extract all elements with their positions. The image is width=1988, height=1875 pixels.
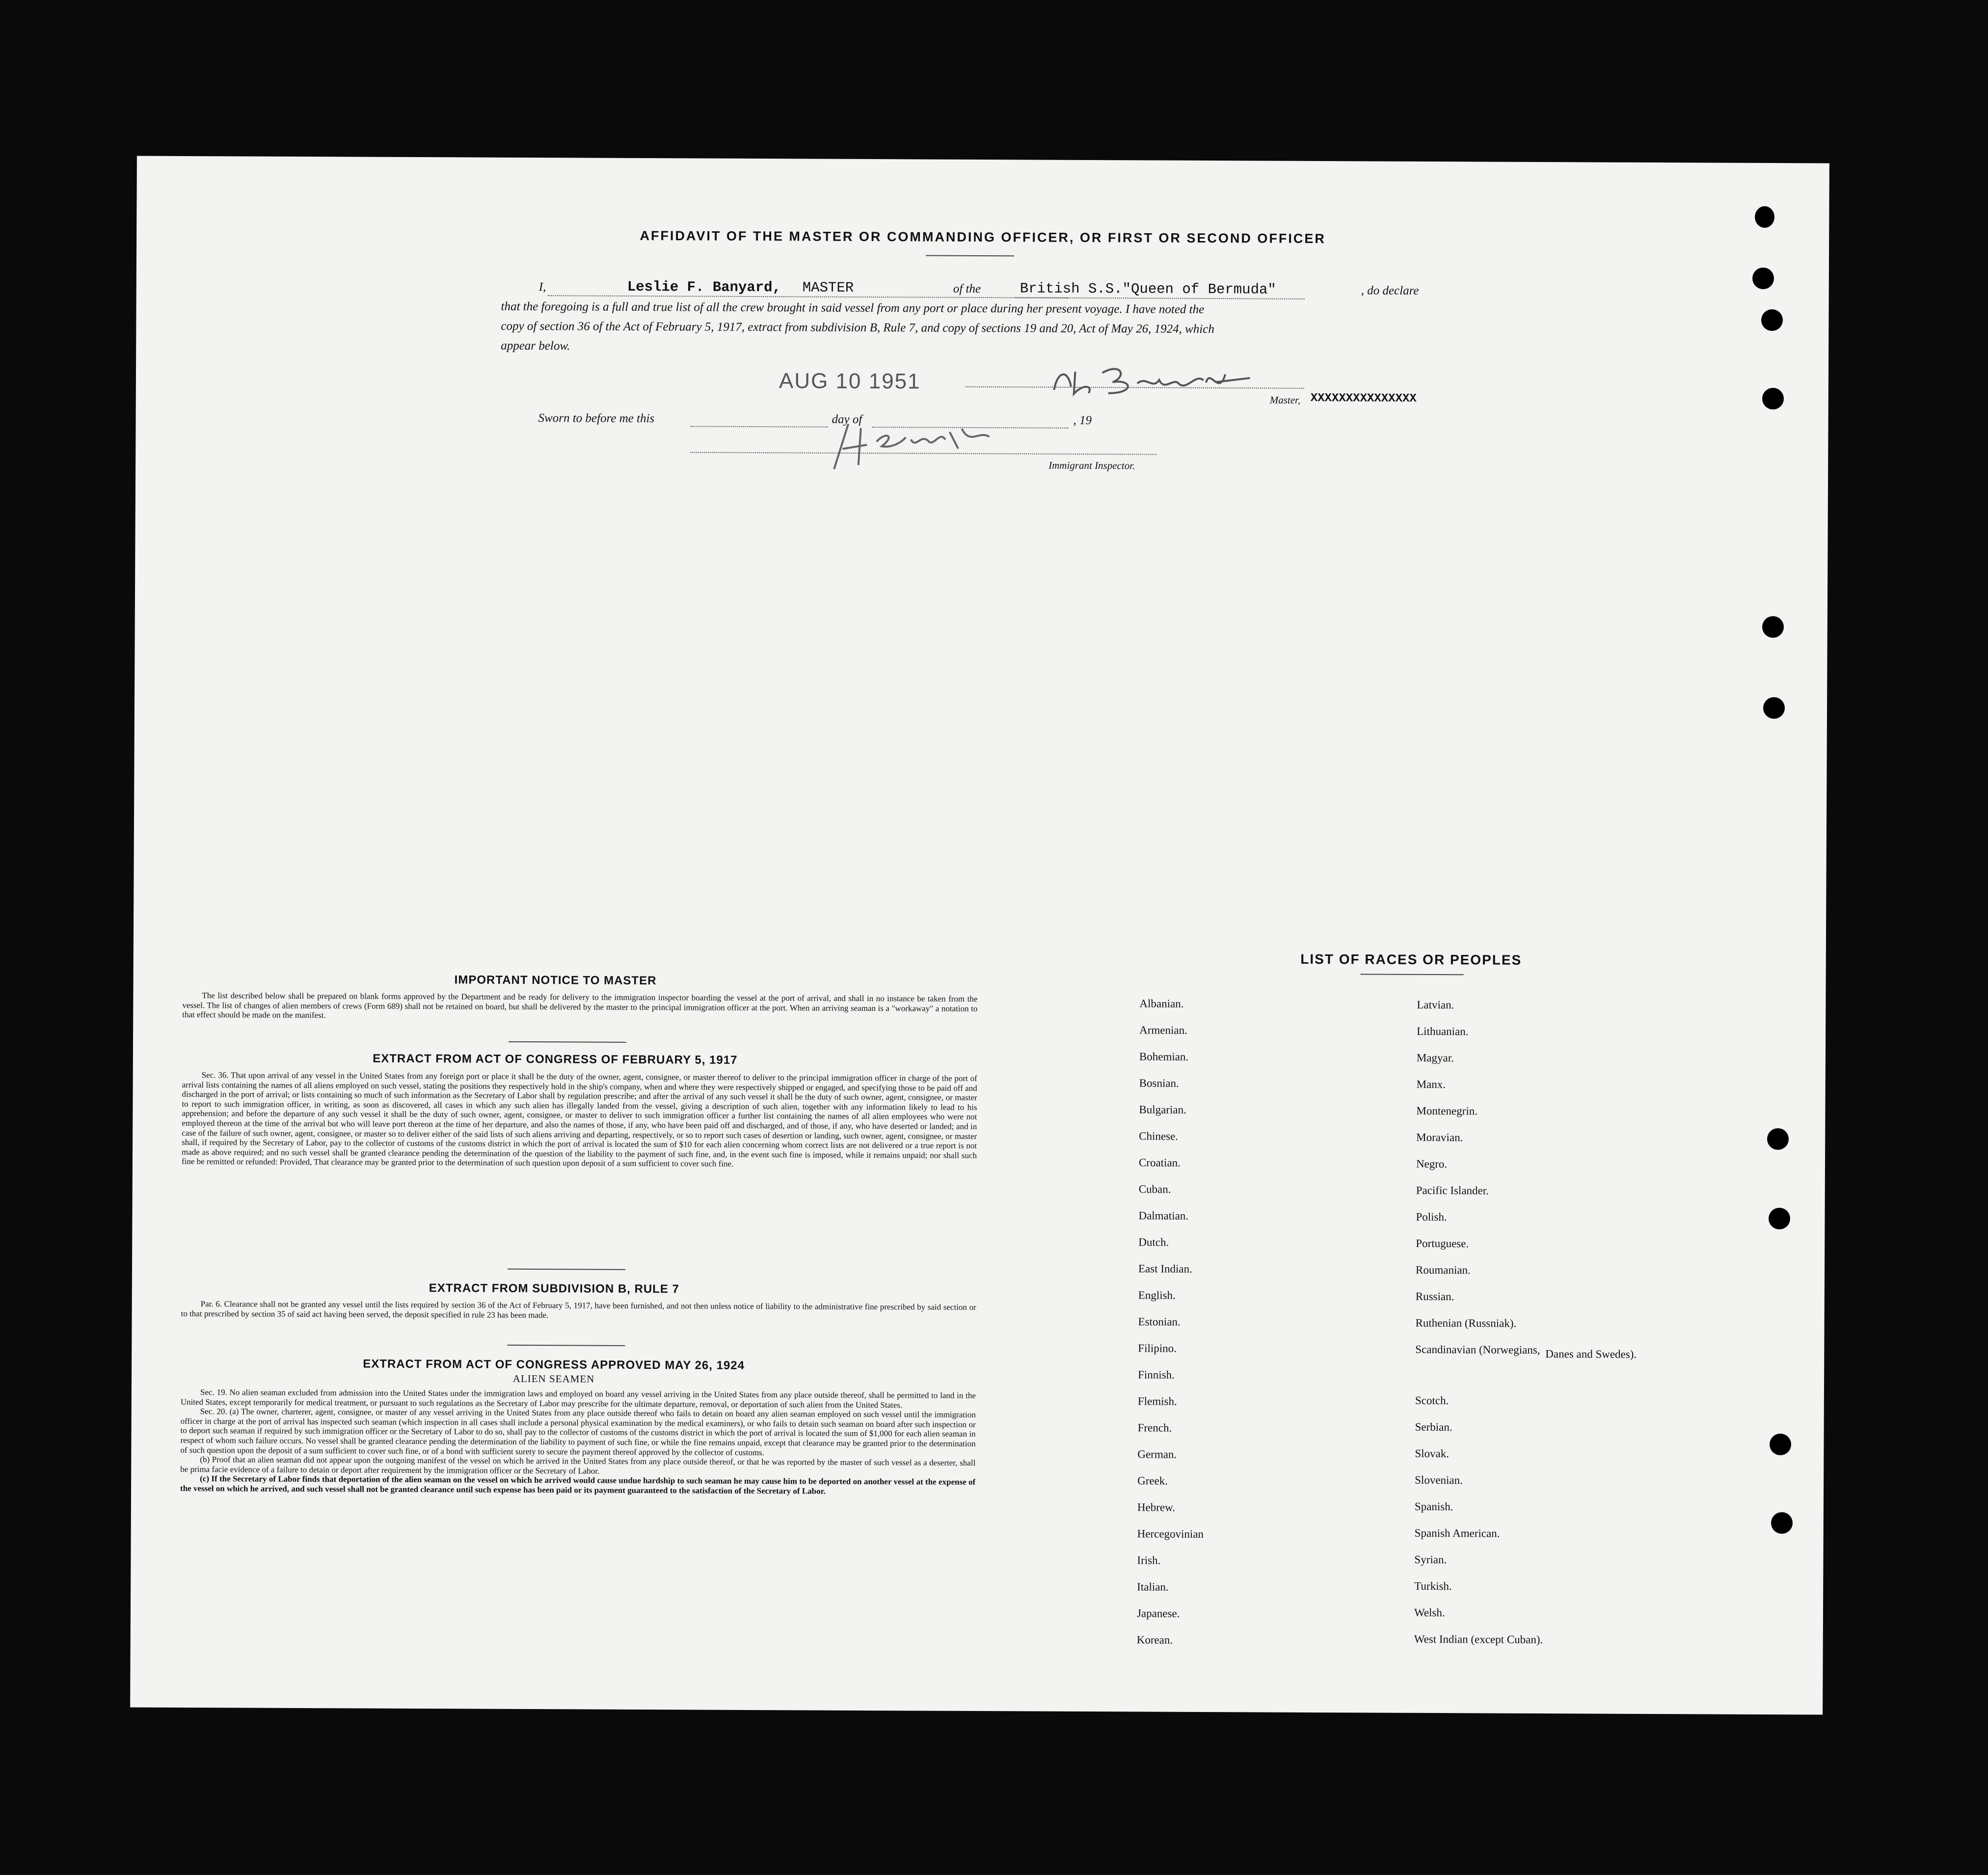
race-right-item: Slovak. [1415, 1447, 1450, 1460]
race-right-item: Montenegrin. [1416, 1104, 1478, 1117]
race-right-item: Scotch. [1415, 1394, 1449, 1407]
do-declare: , do declare [1361, 284, 1419, 298]
race-right-continuation: Danes and Swedes). [1545, 1348, 1637, 1360]
races-rule [1361, 974, 1464, 975]
race-left-item: Hebrew. [1137, 1501, 1176, 1514]
day-of-label: day of [832, 412, 862, 426]
race-left-item: Hercegovinian [1137, 1527, 1204, 1541]
inspector-signature [821, 408, 1011, 482]
race-right-item: Ruthenian (Russniak). [1415, 1316, 1517, 1330]
notice-rule [509, 1041, 626, 1043]
punch-hole [1771, 1512, 1793, 1534]
race-left-item: Bosnian. [1139, 1077, 1179, 1089]
subdivision-body [181, 1299, 976, 1322]
race-left-item: Korean. [1136, 1633, 1173, 1646]
inspector-scribble [821, 408, 1011, 475]
extract-1924-title: EXTRACT FROM ACT OF CONGRESS APPROVED MAY 26, 1924 [363, 1357, 745, 1372]
races-title: LIST OF RACES OR PEOPLES [1300, 951, 1522, 968]
punch-hole [1769, 1208, 1790, 1229]
race-left-item: Cuban. [1138, 1183, 1171, 1196]
affidavit-line-2: that the foregoing is a full and true list of all the crew brought in said vessel from any port or place during her present voyage. I have noted the [501, 299, 1205, 316]
sec-20a-text: Sec. 20. (a) The owner, charterer, agent, consignee, or master of any vessel arriving in the United States from any place outside thereof who fails to detain on board any alien seaman employed on such vessel until the immigration officer in charge at the port of arrival has inspected such seaman (which inspection in all cases shall include a personal physical examination by the medical examiners), or who fails to detain such seaman on board after such inspection or to deport such seaman if required by such immigration officer or the Secretary of Labor to do so, shall pay to the collector of customs of the customs district in which the port of arrival is located the sum of $1,000 for each alien seaman in respect of whom such failure occurs. No vessel shall be granted clearance pending the determination of the liability to payment of such fine, or while the fine remains unpaid, except that clearance may be granted prior to the determination of such question upon the deposit of a sum sufficient to cover such fine, or of a bond with sufficient surety to secure the payment thereof approved by the collector of customs. [180, 1407, 976, 1457]
race-left-item: Bohemian. [1139, 1050, 1189, 1063]
subdivision-text: Par. 6. Clearance shall not be granted any vessel until the lists required by section 36 of the Act of February 5, 1917, have been furnished, and not then unless notice of liability to the administrative fine prescribed by said section or to that prescribed by section 35 of said act having been served, the deposit specified in rule 23 has been made. [181, 1299, 976, 1320]
sworn-day-dotline [691, 426, 828, 427]
punch-hole [1752, 268, 1774, 289]
race-left-item: French. [1137, 1421, 1172, 1434]
master-strikeout: XXXXXXXXXXXXXXX [1310, 391, 1417, 406]
punch-hole [1767, 1128, 1789, 1150]
race-right-item: Spanish. [1414, 1500, 1453, 1513]
race-left-item: Estonian. [1138, 1315, 1181, 1328]
master-label: Master, [1269, 394, 1301, 406]
extract-1917-body [182, 1070, 977, 1170]
vessel-name: British S.S."Queen of Bermuda" [1020, 280, 1276, 298]
master-name: Leslie F. Banyard, [627, 278, 781, 296]
year-label: , 19 [1073, 413, 1092, 427]
extract-1917-text: Sec. 36. That upon arrival of any vessel in the United States from any foreign port or place it shall be the duty of the owner, agent, consignee, or master thereof to deliver to the principal immigration officer in charge of the port of arrival lists containing the names of all aliens employed on such vessel, stating the positions they respectively hold in the ship's company, when and where they were respectively shipped or engaged, and specifying those to be paid off and discharged in the port of arrival; or lists containing so much of such information as the Secretary of Labor shall by regulation prescribe; and after the arrival of any such vessel it shall be the duty of such owner, agent, consignee, or master to report to such immigration officer, in writing, as soon as discovered, all cases in which any such alien has illegally landed from the vessel, giving a description of such alien, together with any information likely to lead to his apprehension; and before the departure of any such vessel it shall be the duty of such owner, agent, consignee, or master to deliver to such immigration officer a further list containing the names of all alien employees who were not employed thereon at the time of the arrival but who will leave port thereon at the time of her departure, and also the names of those, if any, who have been paid off and discharged, and of those, if any, who have deserted or landed; and in case of the failure of such owner, agent, consignee, or master so to deliver either of the said lists of such aliens arriving and departing, respectively, or so to report such cases of desertion or landing, such owner, agent, consignee, or master shall, if required by the Secretary of Labor, pay to the collector of customs of the customs district in which the port of arrival is located the sum of $10 for each alien concerning whom correct lists are not delivered or a true report is not made as above required; and no such vessel shall be granted clearance pending the determination of the question of the liability to the payment of such fine, and, in the event such fine is imposed, while it remains unpaid; nor shall such fine be remitted or refunded: Provided, That clearance may be granted prior to the determination of such question upon deposit of a sum sufficient to cover such fine. [181, 1070, 977, 1169]
race-left-item: Japanese. [1136, 1607, 1180, 1620]
notice-title: IMPORTANT NOTICE TO MASTER [454, 973, 657, 988]
master-rank: MASTER [802, 279, 854, 296]
race-left-item: Dutch. [1138, 1236, 1169, 1249]
punch-hole [1770, 1434, 1791, 1455]
race-right-item: Moravian. [1416, 1131, 1463, 1144]
race-right-item: Syrian. [1414, 1553, 1447, 1566]
title-rule [926, 255, 1014, 257]
race-right-item: Magyar. [1416, 1051, 1454, 1064]
race-left-item: Filipino. [1138, 1342, 1177, 1355]
race-right-item: Polish. [1416, 1210, 1447, 1223]
notice-text: The list described below shall be prepared on blank forms approved by the Department and be ready for delivery to the immigration inspector boarding the vessel at the port of arrival, and shall in no instance be taken from the vessel. The list of changes of alien members of crews (Form 689) shall not be retained on board, but shall be delivered by the master to the principal immigration officer at the port. When an arriving seaman is a "workaway" a notation to that effect should be made on the manifest. [182, 991, 978, 1020]
affidavit-line-4: appear below. [501, 339, 570, 353]
race-left-item: English. [1138, 1289, 1176, 1302]
extract-1917-title: EXTRACT FROM ACT OF CONGRESS OF FEBRUARY 5, 1917 [373, 1052, 738, 1067]
race-right-item: Russian. [1415, 1290, 1454, 1303]
race-left-item: Greek. [1137, 1474, 1168, 1487]
race-right-item: Spanish American. [1414, 1526, 1500, 1540]
race-right-item: Serbian. [1415, 1420, 1452, 1434]
notice-body [182, 991, 977, 1023]
punch-hole [1762, 388, 1784, 409]
punch-hole [1755, 206, 1774, 228]
race-left-item: Finnish. [1138, 1368, 1175, 1381]
race-left-item: German. [1137, 1448, 1177, 1461]
race-right-item: Lithuanian. [1417, 1025, 1469, 1038]
alien-seamen-subtitle: ALIEN SEAMEN [512, 1372, 595, 1385]
race-right-item: Welsh. [1414, 1606, 1445, 1619]
inspector-label: Immigrant Inspector. [1048, 459, 1135, 472]
race-right-item: Turkish. [1414, 1579, 1452, 1593]
subdivision-title: EXTRACT FROM SUBDIVISION B, RULE 7 [429, 1281, 679, 1296]
signature-scribble [1048, 351, 1256, 410]
punch-hole [1761, 309, 1783, 331]
race-left-item: Croatian. [1138, 1156, 1181, 1169]
race-right-item: Scandinavian (Norwegians, [1415, 1343, 1540, 1356]
i-label: I, [538, 280, 546, 294]
sec-20b-text: (b) Proof that an alien seaman did not appear upon the outgoing manifest of the vessel on which he arrived in the United States from any place outside thereof, or that he was reported by the master of such vessel as a deserter, shall be prima facie evidence of a failure to detain or deport after requirement by the immigration officer or the Secretary of Labor. [180, 1455, 976, 1476]
race-left-item: East Indian. [1138, 1262, 1192, 1275]
affidavit-line-3: copy of section 36 of the Act of February 5, 1917, extract from subdivision B, Rule 7, and copy of sections 19 and 20, Act of May 26, 1924, which [501, 319, 1214, 336]
sworn-label: Sworn to before me this [538, 411, 655, 426]
of-the-label: of the [951, 282, 983, 296]
race-left-item: Flemish. [1137, 1395, 1177, 1408]
race-left-item: Irish. [1137, 1554, 1161, 1567]
race-right-item: Negro. [1416, 1157, 1448, 1170]
race-left-item: Chinese. [1139, 1130, 1179, 1142]
subdivision-rule [507, 1345, 625, 1346]
race-right-item: West Indian (except Cuban). [1414, 1632, 1543, 1646]
punch-hole [1763, 697, 1785, 719]
punch-hole [1762, 616, 1784, 638]
race-left-item: Italian. [1137, 1580, 1169, 1593]
race-right-item: Manx. [1416, 1078, 1446, 1091]
sec-20c-text: (c) If the Secretary of Labor finds that deportation of the alien seaman on the vessel on which he arrived would cause undue hardship to such seaman he may cause him to be deported on another vessel at the expense of the vessel on which he arrived, and such vessel shall not be granted clearance until such expense has been paid or its payment guaranteed to the satisfaction of the Secretary of Labor. [180, 1474, 976, 1496]
master-signature [1048, 351, 1256, 417]
extract-1924-body [180, 1387, 976, 1497]
affidavit-title: AFFIDAVIT OF THE MASTER OR COMMANDING OFFICER, OR FIRST OR SECOND OFFICER [640, 228, 1326, 246]
race-right-item: Slovenian. [1415, 1473, 1463, 1487]
race-left-item: Bulgarian. [1139, 1103, 1186, 1116]
race-right-item: Latvian. [1417, 998, 1454, 1011]
sec-19-text: Sec. 19. No alien seaman excluded from admission into the United States under the immigration laws and employed on board any vessel arriving in the United States from any place outside thereof, shall be permitted to land in the United States, except temporarily for medical treatment, or pursuant to such regulations as the Secretary of Labor may prescribe for the ultimate departure, removal, or deportation of such alien from the United States. [180, 1387, 976, 1410]
date-stamp: AUG 10 1951 [779, 369, 921, 394]
race-left-item: Armenian. [1139, 1024, 1187, 1036]
race-left-item: Dalmatian. [1138, 1209, 1189, 1222]
document-sheet [130, 156, 1829, 1714]
race-left-item: Albanian. [1139, 997, 1184, 1010]
race-right-item: Portuguese. [1416, 1237, 1469, 1250]
race-right-item: Roumanian. [1415, 1263, 1471, 1277]
race-right-item: Pacific Islander. [1416, 1184, 1489, 1197]
extract-1917-rule [508, 1269, 625, 1270]
